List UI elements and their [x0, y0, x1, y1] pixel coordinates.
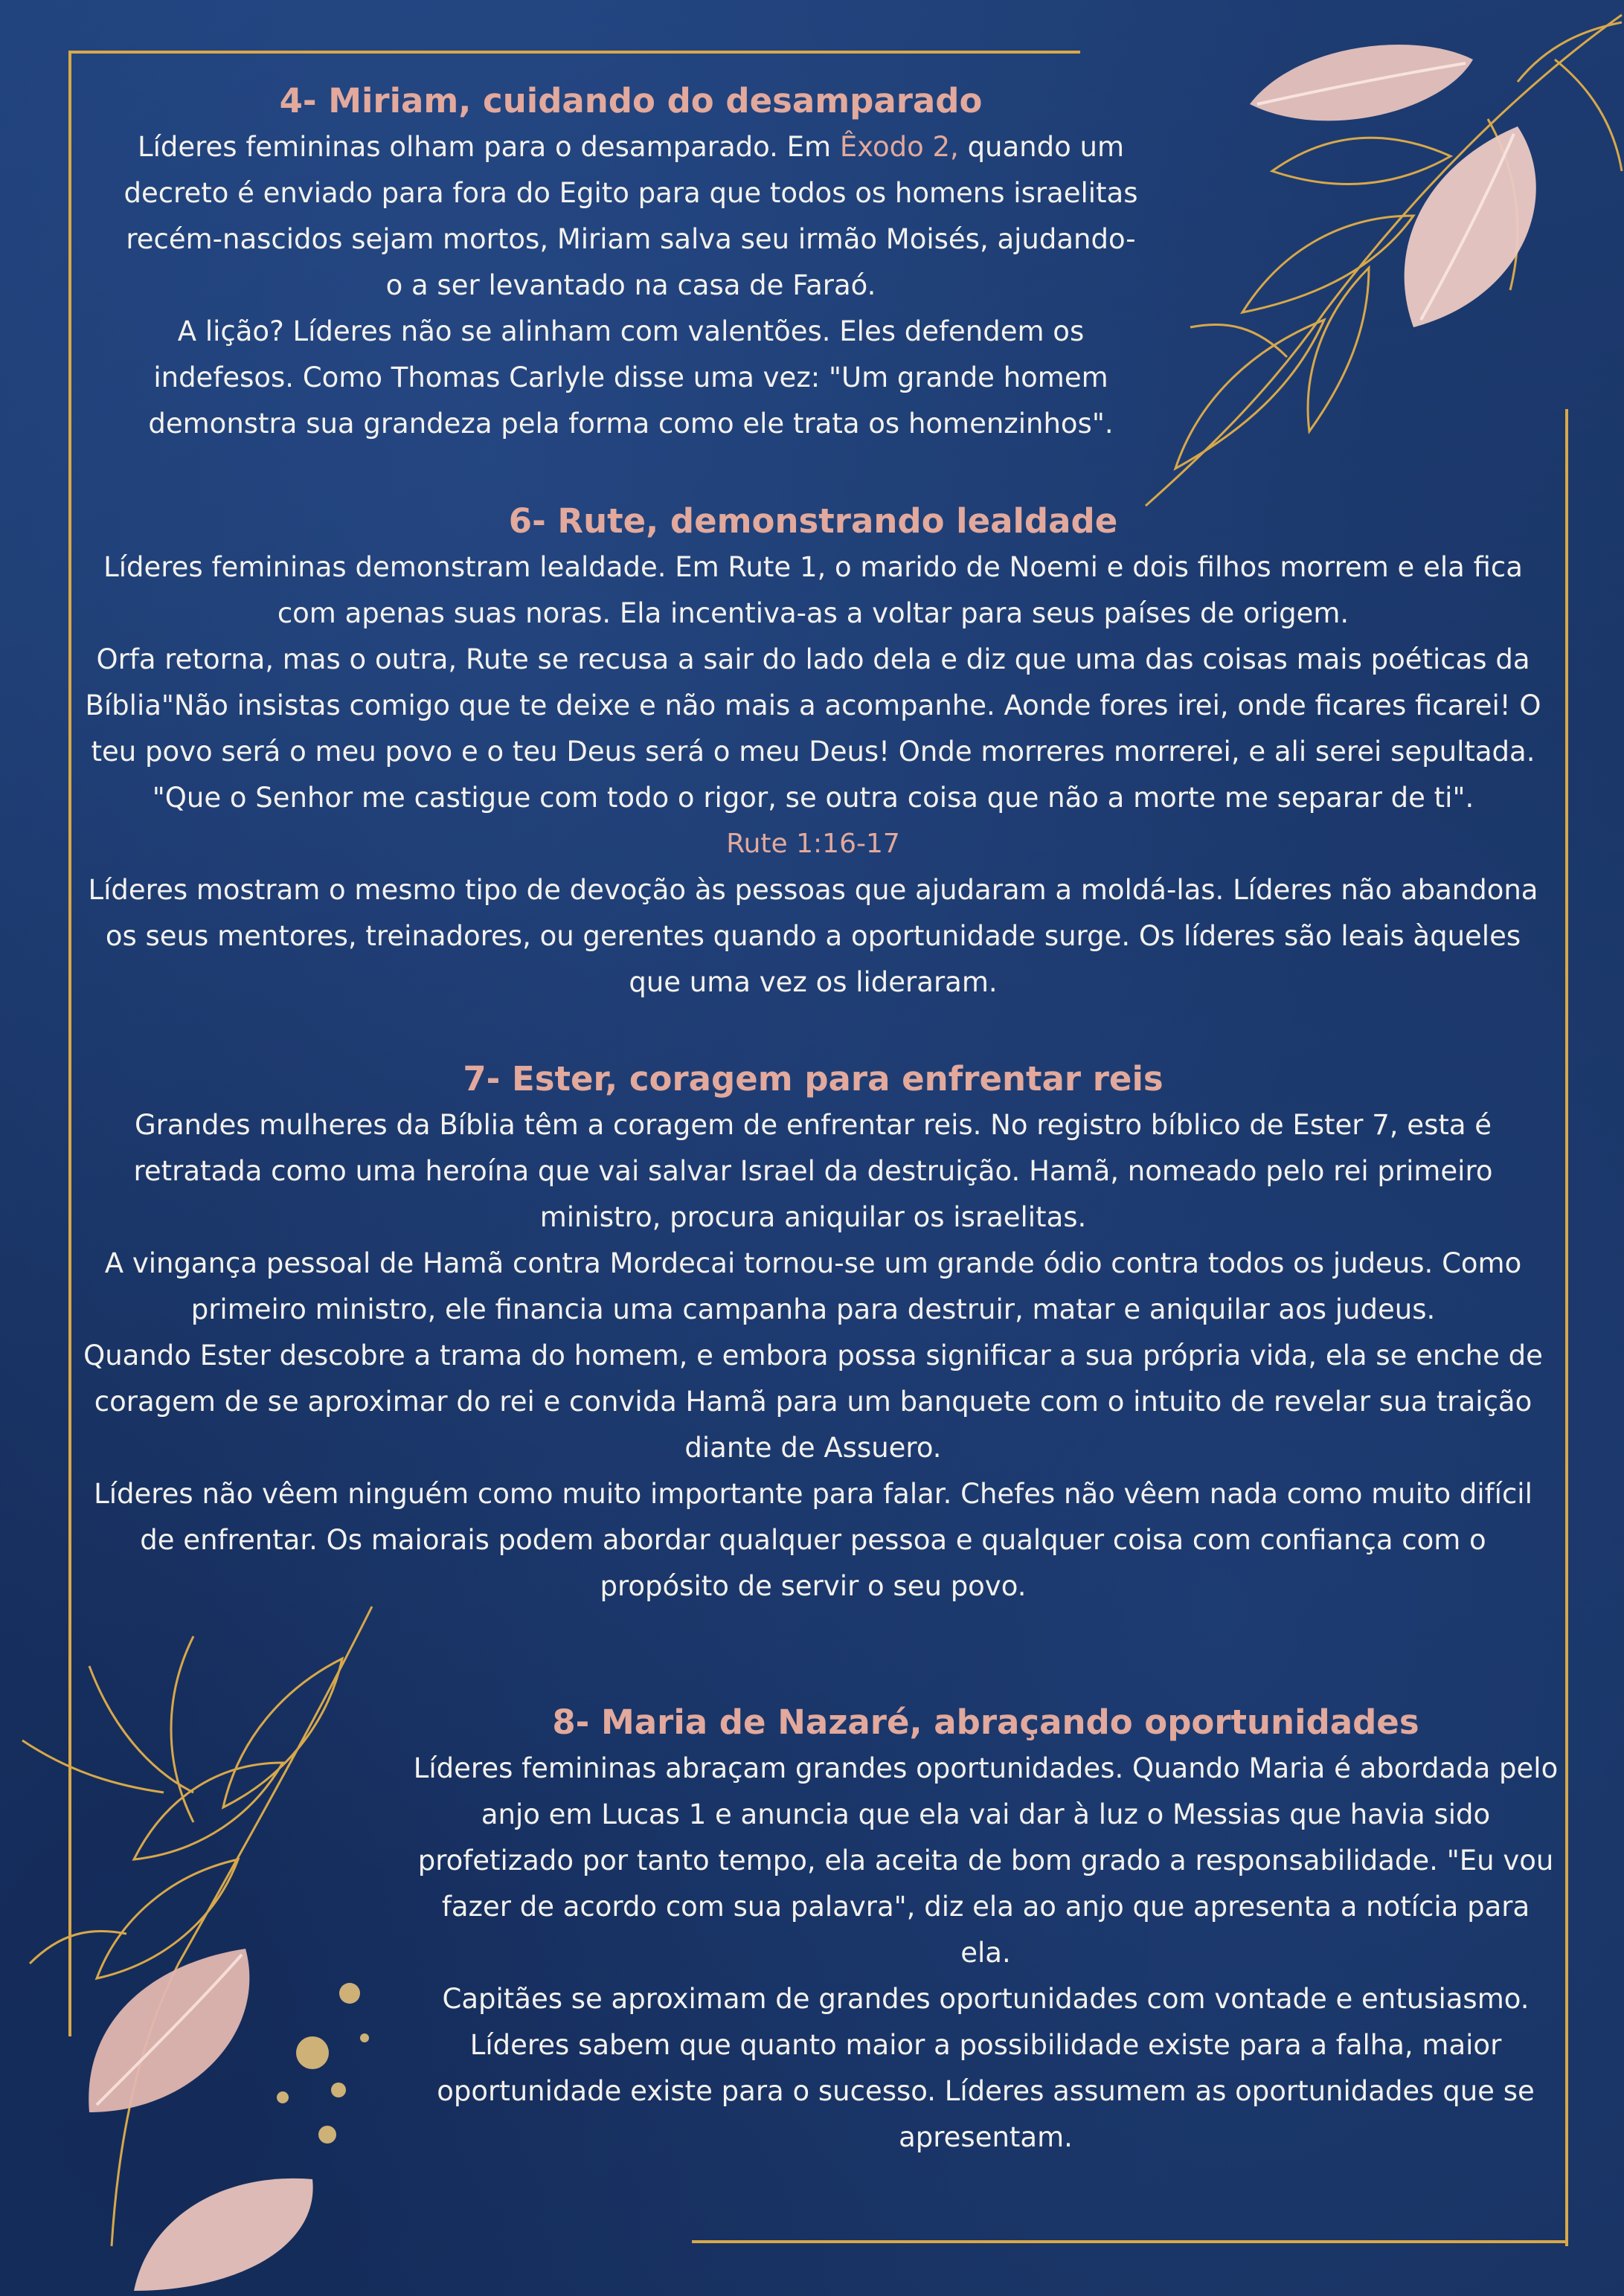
section-heading: 7- Ester, coragem para enfrentar reis [463, 1059, 1164, 1099]
section-paragraph: Líderes mostram o mesmo tipo de devoção às pessoas que ajudaram a moldá-las. Líderes não abandona os seus mentores, treinadores, ou gerentes quando a oportunidade surge. Os líderes são leais àqueles que uma vez os lideraram. [88, 874, 1538, 998]
section-heading: 8- Maria de Nazaré, abraçando oportunidades [552, 1702, 1419, 1742]
section-paragraph: Grandes mulheres da Bíblia têm a coragem de enfrentar reis. No registro bíblico de Ester 7, esta é retratada como uma heroína que vai salvar Israel da destruição. Hamã, nomeado pelo rei primeiro ministro, procura aniquilar os israelitas. [133, 1109, 1493, 1233]
frame-bottom-line [692, 2240, 1568, 2243]
scripture-citation: Rute 1:16-17 [726, 829, 900, 859]
section-heading: 4- Miriam, cuidando do desamparado [279, 81, 983, 120]
paragraph-text: Líderes femininas olham para o desamparado. Em [137, 131, 840, 163]
section-paragraph: A lição? Líderes não se alinham com valentões. Eles defendem os indefesos. Como Thomas Carlyle disse uma vez: "Um grande homem demonstra sua grandeza pela forma como ele trata os homenzinhos". [148, 315, 1114, 440]
section-paragraph: Orfa retorna, mas o outra, Rute se recusa a sair do lado dela e diz que uma das coisas mais poéticas da Bíblia"Não insistas comigo que te deixe e não mais a acompanhe. Aonde fores irei, onde ficares ficarei! O teu povo será o meu povo e o teu Deus será o meu Deus! Onde morreres morrerei, e ali serei sepultada. "Que o Senhor me castigue com todo o rigor, se outra coisa que não a morte me separar de ti". [85, 643, 1541, 814]
section-paragraph: Capitães se aproximam de grandes oportunidades com vontade e entusiasmo. Líderes sabem que quanto maior a possibilidade existe para a falha, maior oportunidade existe para o sucesso. Líderes assumem as oportunidades que se apresentam. [437, 1983, 1535, 2153]
section-paragraph: Líderes femininas demonstram lealdade. Em Rute 1, o marido de Noemi e dois filhos morrem e ela fica com apenas suas noras. Ela incentiva-as a voltar para seus países de origem. [103, 551, 1523, 629]
section-maria [413, 1700, 1559, 2161]
section-heading: 6- Rute, demonstrando lealdade [508, 501, 1118, 541]
scripture-reference: Êxodo 2, [839, 131, 959, 163]
section-paragraph: Líderes não vêem ninguém como muito importante para falar. Chefes não vêem nada como muito difícil de enfrentar. Os maiorais podem abordar qualquer pessoa e qualquer coisa com confiança com o propósito de servir o seu povo. [94, 1478, 1532, 1602]
section-rute [80, 498, 1546, 1006]
section-paragraph: Quando Ester descobre a trama do homem, e embora possa significar a sua própria vida, ela se enche de coragem de se aproximar do rei e convida Hamã para um banquete com o intuito de revelar sua traição diante de Assuero. [83, 1340, 1543, 1464]
frame-top-line [68, 51, 1080, 54]
section-ester [80, 1056, 1546, 1610]
petal-bottom [134, 2178, 313, 2291]
section-paragraph [80, 124, 1181, 309]
section-paragraph: A vingança pessoal de Hamã contra Mordecai tornou-se um grande ódio contra todos os judeus. Como primeiro ministro, ele financia uma campanha para destruir, matar e aniquilar aos judeus. [104, 1247, 1522, 1325]
paragraph-text: quando um decreto é enviado para fora do Egito para que todos os homens israelitas recém-nascidos sejam mortos, Miriam salva seu irmão Moisés, ajudando-o a ser levantado na casa de Faraó. [123, 131, 1138, 301]
floral-bottom-left-decoration [0, 1577, 461, 2296]
frame-right-line [1565, 409, 1568, 2246]
section-miriam [80, 78, 1181, 447]
section-paragraph: Líderes femininas abraçam grandes oportunidades. Quando Maria é abordada pelo anjo em Lucas 1 e anuncia que ela vai dar à luz o Messias que havia sido profetizado por tanto tempo, ela aceita de bom grado a responsabilidade. "Eu vou fazer de acordo com sua palavra", diz ela ao anjo que apresenta a notícia para ela. [413, 1752, 1559, 1969]
